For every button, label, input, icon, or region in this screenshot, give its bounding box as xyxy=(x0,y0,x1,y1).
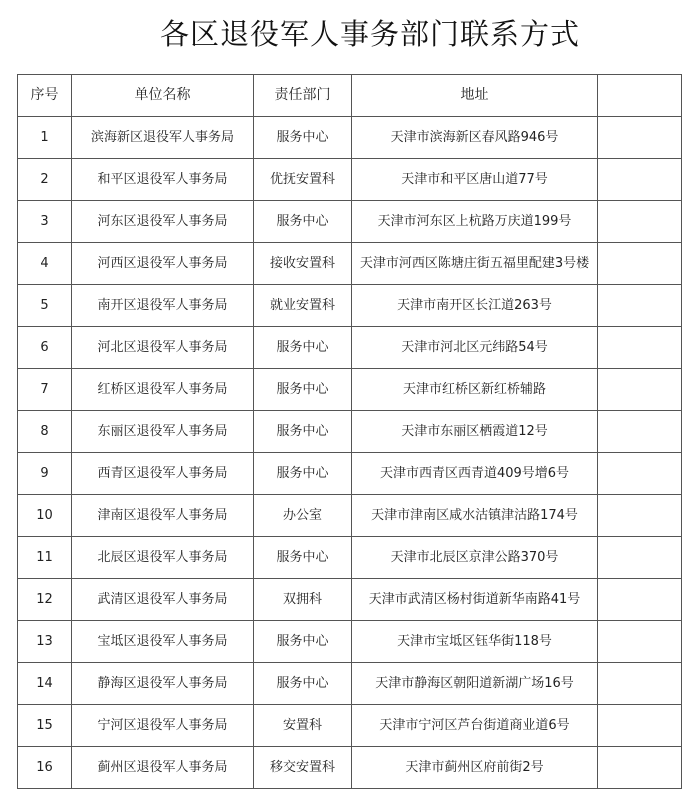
cell-address: 天津市北辰区京津公路370号 xyxy=(352,537,598,579)
cell-extra xyxy=(598,495,682,537)
cell-address: 天津市河西区陈塘庄街五福里配建3号楼 xyxy=(352,243,598,285)
table-row xyxy=(18,117,682,159)
cell-extra xyxy=(598,243,682,285)
cell-department: 服务中心 xyxy=(254,411,352,453)
cell-unit-name: 红桥区退役军人事务局 xyxy=(72,369,254,411)
cell-number: 13 xyxy=(18,621,72,663)
cell-department: 服务中心 xyxy=(254,537,352,579)
cell-extra xyxy=(598,369,682,411)
cell-address: 天津市河北区元纬路54号 xyxy=(352,327,598,369)
cell-department: 安置科 xyxy=(254,705,352,747)
header-department: 责任部门 xyxy=(254,75,352,117)
cell-department: 服务中心 xyxy=(254,663,352,705)
header-number: 序号 xyxy=(18,75,72,117)
cell-address: 天津市蓟州区府前街2号 xyxy=(352,747,598,789)
cell-unit-name: 静海区退役军人事务局 xyxy=(72,663,254,705)
cell-extra xyxy=(598,159,682,201)
cell-department: 接收安置科 xyxy=(254,243,352,285)
table-row xyxy=(18,495,682,537)
cell-number: 9 xyxy=(18,453,72,495)
cell-address: 天津市南开区长江道263号 xyxy=(352,285,598,327)
table-row xyxy=(18,537,682,579)
cell-extra xyxy=(598,537,682,579)
table-row xyxy=(18,285,682,327)
cell-extra xyxy=(598,327,682,369)
cell-department: 服务中心 xyxy=(254,201,352,243)
cell-extra xyxy=(598,117,682,159)
cell-address: 天津市河东区上杭路万庆道199号 xyxy=(352,201,598,243)
cell-number: 2 xyxy=(18,159,72,201)
cell-extra xyxy=(598,201,682,243)
cell-unit-name: 和平区退役军人事务局 xyxy=(72,159,254,201)
cell-unit-name: 津南区退役军人事务局 xyxy=(72,495,254,537)
cell-address: 天津市武清区杨村街道新华南路41号 xyxy=(352,579,598,621)
cell-number: 4 xyxy=(18,243,72,285)
header-address: 地址 xyxy=(352,75,598,117)
cell-number: 3 xyxy=(18,201,72,243)
cell-number: 6 xyxy=(18,327,72,369)
cell-number: 7 xyxy=(18,369,72,411)
cell-unit-name: 滨海新区退役军人事务局 xyxy=(72,117,254,159)
table-body xyxy=(18,117,682,789)
cell-department: 服务中心 xyxy=(254,453,352,495)
cell-address: 天津市静海区朝阳道新湖广场16号 xyxy=(352,663,598,705)
cell-department: 双拥科 xyxy=(254,579,352,621)
table-row xyxy=(18,453,682,495)
cell-number: 12 xyxy=(18,579,72,621)
cell-department: 移交安置科 xyxy=(254,747,352,789)
cell-number: 15 xyxy=(18,705,72,747)
cell-number: 10 xyxy=(18,495,72,537)
cell-number: 11 xyxy=(18,537,72,579)
table-row xyxy=(18,327,682,369)
cell-number: 5 xyxy=(18,285,72,327)
cell-department: 就业安置科 xyxy=(254,285,352,327)
table-row xyxy=(18,705,682,747)
cell-extra xyxy=(598,747,682,789)
cell-department: 优抚安置科 xyxy=(254,159,352,201)
header-unit-name: 单位名称 xyxy=(72,75,254,117)
cell-department: 服务中心 xyxy=(254,117,352,159)
table-row xyxy=(18,411,682,453)
cell-unit-name: 北辰区退役军人事务局 xyxy=(72,537,254,579)
cell-address: 天津市东丽区栖霞道12号 xyxy=(352,411,598,453)
cell-extra xyxy=(598,705,682,747)
cell-address: 天津市和平区唐山道77号 xyxy=(352,159,598,201)
cell-unit-name: 河北区退役军人事务局 xyxy=(72,327,254,369)
cell-unit-name: 蓟州区退役军人事务局 xyxy=(72,747,254,789)
cell-extra xyxy=(598,579,682,621)
cell-number: 14 xyxy=(18,663,72,705)
table-row xyxy=(18,579,682,621)
cell-department: 办公室 xyxy=(254,495,352,537)
cell-address: 天津市宁河区芦台街道商业道6号 xyxy=(352,705,598,747)
cell-extra xyxy=(598,453,682,495)
cell-unit-name: 武清区退役军人事务局 xyxy=(72,579,254,621)
cell-address: 天津市红桥区新红桥辅路 xyxy=(352,369,598,411)
table-row xyxy=(18,663,682,705)
cell-address: 天津市滨海新区春风路946号 xyxy=(352,117,598,159)
cell-unit-name: 南开区退役军人事务局 xyxy=(72,285,254,327)
cell-unit-name: 东丽区退役军人事务局 xyxy=(72,411,254,453)
table-row xyxy=(18,159,682,201)
table-row xyxy=(18,747,682,789)
table-row xyxy=(18,243,682,285)
cell-extra xyxy=(598,411,682,453)
table-row xyxy=(18,621,682,663)
cell-unit-name: 宝坻区退役军人事务局 xyxy=(72,621,254,663)
table-row xyxy=(18,369,682,411)
cell-department: 服务中心 xyxy=(254,327,352,369)
cell-unit-name: 河东区退役军人事务局 xyxy=(72,201,254,243)
cell-department: 服务中心 xyxy=(254,369,352,411)
cell-address: 天津市宝坻区钰华街118号 xyxy=(352,621,598,663)
page-title: 各区退役军人事务部门联系方式 xyxy=(159,17,580,51)
contact-table xyxy=(17,74,682,789)
table-header-row xyxy=(18,75,682,117)
header-extra xyxy=(598,75,682,117)
cell-extra xyxy=(598,621,682,663)
cell-extra xyxy=(598,285,682,327)
cell-number: 16 xyxy=(18,747,72,789)
cell-extra xyxy=(598,663,682,705)
cell-unit-name: 宁河区退役军人事务局 xyxy=(72,705,254,747)
cell-address: 天津市津南区咸水沽镇津沽路174号 xyxy=(352,495,598,537)
table-row xyxy=(18,201,682,243)
cell-number: 8 xyxy=(18,411,72,453)
cell-department: 服务中心 xyxy=(254,621,352,663)
cell-unit-name: 河西区退役军人事务局 xyxy=(72,243,254,285)
cell-address: 天津市西青区西青道409号增6号 xyxy=(352,453,598,495)
cell-unit-name: 西青区退役军人事务局 xyxy=(72,453,254,495)
cell-number: 1 xyxy=(18,117,72,159)
